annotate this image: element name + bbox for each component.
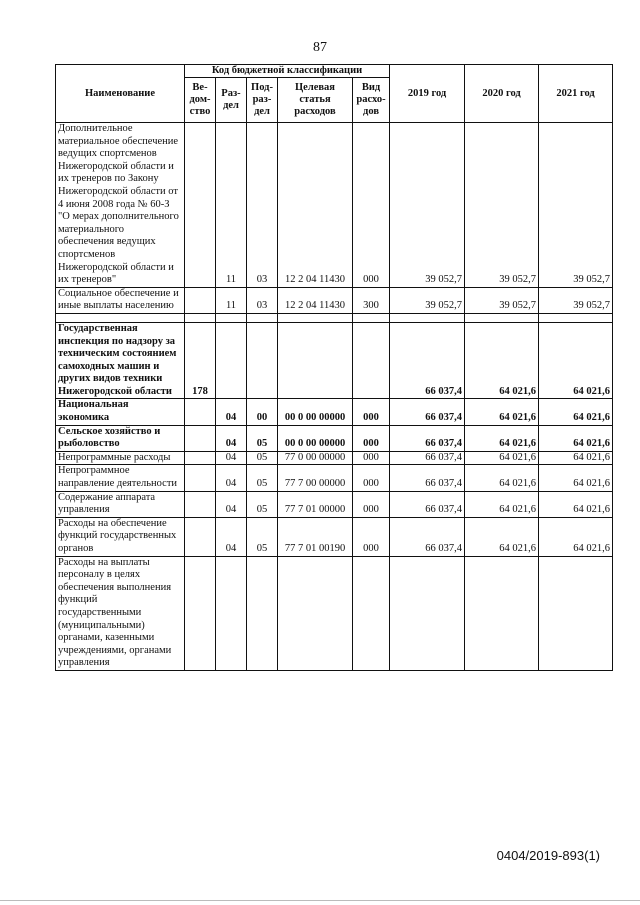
header-vedomstvo: Ве- дом- ство bbox=[185, 78, 216, 123]
page-number: 87 bbox=[313, 40, 327, 55]
row-name: Дополнительное материальное обеспечение ведущих спортсменов Нижегородской области и их тренеров по Закону Нижегородской области от 4 июня 2008 года № 60-З "О мерах дополнительного материального обеспечения ведущих спортсменов Нижегородской области и их тренеров" bbox=[56, 123, 185, 288]
row-name: Национальная экономика bbox=[56, 399, 185, 425]
row-target: 77 7 01 00190 bbox=[278, 517, 353, 556]
row-name: Социальное обеспечение и иные выплаты населению bbox=[56, 287, 185, 313]
row-2021: 39 052,7 bbox=[539, 123, 613, 288]
row-vid: 300 bbox=[353, 287, 390, 313]
row-razdel bbox=[216, 313, 247, 322]
row-2020: 64 021,6 bbox=[465, 322, 539, 399]
row-razdel bbox=[216, 556, 247, 670]
row-name: Расходы на обеспечение функций государственных органов bbox=[56, 517, 185, 556]
row-2021: 64 021,6 bbox=[539, 399, 613, 425]
header-vid: Вид расхо- дов bbox=[353, 78, 390, 123]
table-spacer-row bbox=[56, 313, 613, 322]
row-2019: 66 037,4 bbox=[390, 322, 465, 399]
row-2020: 64 021,6 bbox=[465, 517, 539, 556]
header-target: Целевая статья расходов bbox=[278, 78, 353, 123]
table-row bbox=[56, 517, 613, 556]
header-2021: 2021 год bbox=[539, 65, 613, 123]
row-2020: 64 021,6 bbox=[465, 465, 539, 491]
row-vedomstvo bbox=[185, 556, 216, 670]
row-2019: 39 052,7 bbox=[390, 123, 465, 288]
row-2020 bbox=[465, 556, 539, 670]
table-row bbox=[56, 491, 613, 517]
row-2020: 64 021,6 bbox=[465, 451, 539, 465]
row-target: 12 2 04 11430 bbox=[278, 287, 353, 313]
row-podrazdel bbox=[247, 313, 278, 322]
row-vedomstvo bbox=[185, 313, 216, 322]
row-2020: 39 052,7 bbox=[465, 287, 539, 313]
row-podrazdel bbox=[247, 322, 278, 399]
row-2021: 64 021,6 bbox=[539, 517, 613, 556]
row-name: Непрограммное направление деятельности bbox=[56, 465, 185, 491]
header-2020: 2020 год bbox=[465, 65, 539, 123]
row-razdel: 04 bbox=[216, 451, 247, 465]
row-vid: 000 bbox=[353, 517, 390, 556]
row-vedomstvo bbox=[185, 287, 216, 313]
row-name: Сельское хозяйство и рыболовство bbox=[56, 425, 185, 451]
row-2019: 66 037,4 bbox=[390, 491, 465, 517]
row-target bbox=[278, 556, 353, 670]
table-row bbox=[56, 123, 613, 288]
bottom-rule bbox=[0, 900, 640, 901]
row-vid bbox=[353, 556, 390, 670]
row-razdel: 04 bbox=[216, 465, 247, 491]
document-number: 0404/2019-893(1) bbox=[496, 848, 600, 863]
row-razdel bbox=[216, 322, 247, 399]
row-2019: 66 037,4 bbox=[390, 399, 465, 425]
row-2021: 64 021,6 bbox=[539, 322, 613, 399]
row-target: 77 7 01 00000 bbox=[278, 491, 353, 517]
row-2019 bbox=[390, 556, 465, 670]
row-name: Расходы на выплаты персоналу в целях обеспечения выполнения функций государственными (муниципальными) органами, казенными учреждениями, органами управления bbox=[56, 556, 185, 670]
row-2020: 39 052,7 bbox=[465, 123, 539, 288]
row-vid bbox=[353, 313, 390, 322]
row-vid: 000 bbox=[353, 465, 390, 491]
table-row bbox=[56, 399, 613, 425]
row-vid: 000 bbox=[353, 491, 390, 517]
row-podrazdel: 05 bbox=[247, 465, 278, 491]
row-2020: 64 021,6 bbox=[465, 491, 539, 517]
row-2021 bbox=[539, 556, 613, 670]
row-razdel: 11 bbox=[216, 287, 247, 313]
row-podrazdel: 05 bbox=[247, 517, 278, 556]
row-vid bbox=[353, 322, 390, 399]
row-podrazdel: 05 bbox=[247, 425, 278, 451]
row-target: 12 2 04 11430 bbox=[278, 123, 353, 288]
header-2019: 2019 год bbox=[390, 65, 465, 123]
table-row bbox=[56, 556, 613, 670]
row-podrazdel: 05 bbox=[247, 451, 278, 465]
table-row bbox=[56, 465, 613, 491]
row-vid: 000 bbox=[353, 451, 390, 465]
row-name: Непрограммные расходы bbox=[56, 451, 185, 465]
row-2020: 64 021,6 bbox=[465, 399, 539, 425]
row-vedomstvo bbox=[185, 517, 216, 556]
row-2019: 66 037,4 bbox=[390, 517, 465, 556]
row-razdel: 04 bbox=[216, 425, 247, 451]
row-target: 00 0 00 00000 bbox=[278, 399, 353, 425]
table-row bbox=[56, 287, 613, 313]
row-target: 77 0 00 00000 bbox=[278, 451, 353, 465]
row-name bbox=[56, 313, 185, 322]
row-2019: 39 052,7 bbox=[390, 287, 465, 313]
row-vedomstvo bbox=[185, 399, 216, 425]
row-podrazdel: 05 bbox=[247, 491, 278, 517]
row-2021 bbox=[539, 313, 613, 322]
budget-table bbox=[55, 64, 613, 671]
row-vid: 000 bbox=[353, 123, 390, 288]
row-podrazdel bbox=[247, 556, 278, 670]
row-razdel: 04 bbox=[216, 399, 247, 425]
row-2019: 66 037,4 bbox=[390, 451, 465, 465]
row-target: 00 0 00 00000 bbox=[278, 425, 353, 451]
row-vid: 000 bbox=[353, 425, 390, 451]
header-name: Наименование bbox=[56, 65, 185, 123]
row-vedomstvo: 178 bbox=[185, 322, 216, 399]
row-target bbox=[278, 322, 353, 399]
row-2019: 66 037,4 bbox=[390, 425, 465, 451]
table-body bbox=[56, 123, 613, 671]
row-vedomstvo bbox=[185, 491, 216, 517]
header-razdel: Раз- дел bbox=[216, 78, 247, 123]
row-target: 77 7 00 00000 bbox=[278, 465, 353, 491]
row-vedomstvo bbox=[185, 123, 216, 288]
row-2021: 64 021,6 bbox=[539, 465, 613, 491]
row-2021: 64 021,6 bbox=[539, 451, 613, 465]
table-row bbox=[56, 322, 613, 399]
row-2021: 64 021,6 bbox=[539, 425, 613, 451]
row-vedomstvo bbox=[185, 465, 216, 491]
table-row bbox=[56, 425, 613, 451]
row-2019: 66 037,4 bbox=[390, 465, 465, 491]
row-name: Государственная инспекция по надзору за техническим состоянием самоходных машин и других видов техники Нижегородской области bbox=[56, 322, 185, 399]
row-razdel: 04 bbox=[216, 491, 247, 517]
row-razdel: 04 bbox=[216, 517, 247, 556]
row-2021: 39 052,7 bbox=[539, 287, 613, 313]
header-row-top bbox=[56, 65, 613, 78]
row-2020 bbox=[465, 313, 539, 322]
row-2021: 64 021,6 bbox=[539, 491, 613, 517]
row-vedomstvo bbox=[185, 451, 216, 465]
row-name: Содержание аппарата управления bbox=[56, 491, 185, 517]
row-2019 bbox=[390, 313, 465, 322]
header-podrazdel: Под- раз- дел bbox=[247, 78, 278, 123]
row-podrazdel: 00 bbox=[247, 399, 278, 425]
row-razdel: 11 bbox=[216, 123, 247, 288]
header-code-group: Код бюджетной классификации bbox=[185, 65, 390, 78]
row-target bbox=[278, 313, 353, 322]
row-2020: 64 021,6 bbox=[465, 425, 539, 451]
row-podrazdel: 03 bbox=[247, 287, 278, 313]
row-vid: 000 bbox=[353, 399, 390, 425]
row-podrazdel: 03 bbox=[247, 123, 278, 288]
table-row bbox=[56, 451, 613, 465]
row-vedomstvo bbox=[185, 425, 216, 451]
